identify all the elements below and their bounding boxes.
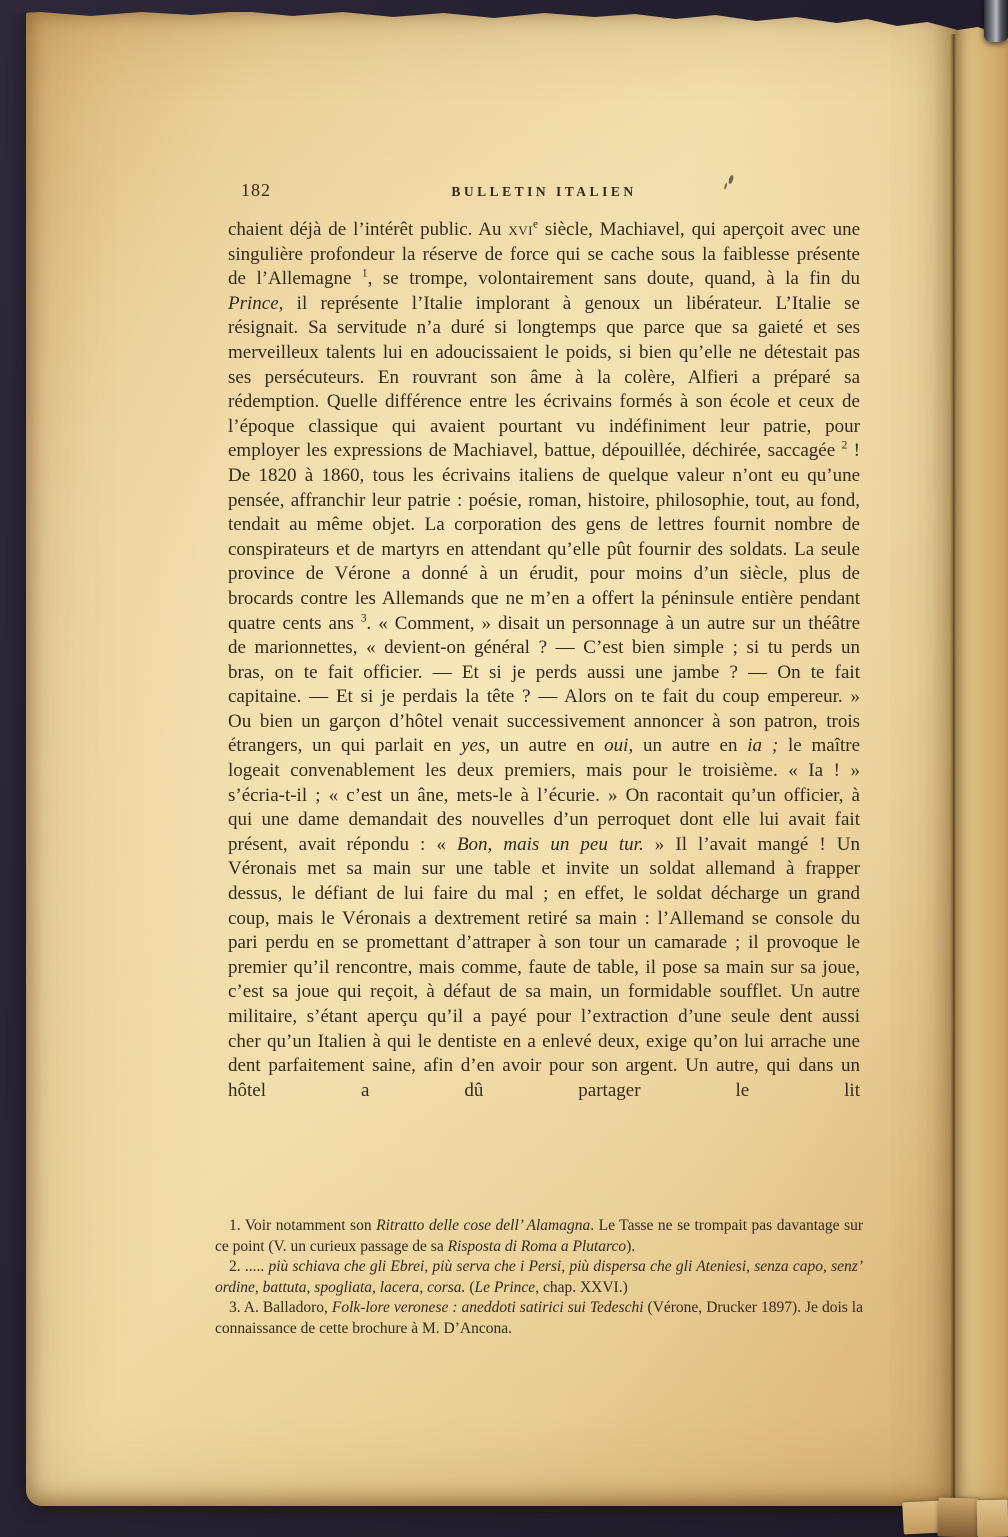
footnote-2: 2. ..... più schiava che gli Ebrei, più serva che i Persi, più dispersa che gli Ateniesi, senza capo, senz’ ordine, battuta, spogliata, lacera, corsa. (Le Prince, chap. XXVI.) (215, 1258, 863, 1296)
adjacent-page-edge (955, 12, 1008, 1502)
footnote-3: 3. A. Balladoro, Folk-lore veronese : aneddoti satirici sui Tedeschi (Vérone, Drucker 1897). Je dois la connaissance de cette brochure à M. D’Ancona. (215, 1299, 863, 1337)
footnotes-block (215, 1216, 863, 1340)
footnote-1: 1. Voir notamment son Ritratto delle cose dell’ Alamagna. Le Tasse ne se trompait pas davantage sur ce point (V. un curieux passage de sa Risposta di Roma a Plutarco). (215, 1217, 863, 1255)
main-text-paragraph: chaient déjà de l’intérêt public. Au xvi$^e$ siècle, Machiavel, qui aperçoit avec une singulière profondeur la réserve de force qui se cache sous la faiblesse présente de l’Allemagne $^1$, se trompe, volontairement sans doute, quand, à la fin du Prince, il représente l’Italie implorant à genoux un libérateur. L’Italie se résignait. Sa servitude n’a duré si longtemps que parce que sa gaieté et ses merveilleux talents lui en adoucissaient le poids, si bien qu’elle ne détestait pas ses persécuteurs. En rouvrant son âme à la colère, Alfieri a préparé sa rédemption. Quelle différence entre les écrivains formés à son école et ceux de l’époque classique qui avaient pourtant vu indéfiniment leur patrie, pour employer les expressions de Machiavel, battue, dépouillée, déchirée, saccagée $^2$ ! De 1820 à 1860, tous les écrivains italiens de quelque valeur n’ont eu qu’une pensée, affranchir leur patrie : poésie, roman, histoire, philosophie, tout, au fond, tendait au même objet. La corporation des gens de lettres fournit nombre de conspirateurs et de martyrs en attendant qu’elle pût fournir des soldats. La seule province de Vérone a donné à un érudit, pour moins d’un siècle, plus de brocards contre les Allemands que ne m’en a offert la péninsule entière pendant quatre cents ans $^3$. « Comment, » disait un personnage à un autre sur un théâtre de marionnettes, « devient-on général ? — C’est bien simple ; si tu perds un bras, on te fait officier. — Et si je perds aussi une jambe ? — On te fait capitaine. — Et si je perdais la tête ? — Alors on te fait du coup empereur. » Ou bien un garçon d’hôtel venait successivement annoncer à son patron, trois étrangers, un qui parlait en yes, un autre en oui, un autre en ia ; le maître logeait convenablement les deux premiers, mais pour le troisième. « Ia ! » s’écria-t-il ; « c’est un âne, mets-le à l’écurie. » On racontait qu’un officier, à qui une dame demandait des nouvelles d’un perroquet dont elle lui avait fait présent, avait répondu : « Bon, mais un peu tur. » Il l’avait mangé ! Un Véronais met sa main sur une table et invite un soldat allemand à frapper dessus, le défiant de lui faire du mal ; en effet, le soldat décharge un grand coup, mais le Véronais a dextrement retiré sa main : l’Allemand se console du pari perdu en se promettant d’attraper à son tour un camarade ; il provoque le premier qu’il rencontre, mais comme, faute de table, il pose sa main sur sa joue, c’est sa joue qui reçoit, à défaut de sa main, un formidable soufflet. Un autre militaire, s’étant aperçu qu’il a payé pour l’extraction d’une seule dent aussi cher qu’un Italien à qui le dentiste en a enlevé deux, exige qu’on lui arrache une dent parfaitement saine, afin d’en avoir pour son argent. Un autre, qui dans un hôtel a dû partager le lit (228, 218, 861, 1101)
page-header (228, 180, 860, 204)
printed-area (215, 12, 863, 1506)
page-edge-fragment (937, 1497, 978, 1537)
book-page (26, 12, 955, 1506)
page-edge-fragment (977, 1500, 1008, 1537)
page-number: 182 (241, 180, 271, 200)
binding-clasp (984, 0, 1008, 42)
running-title: BULLETIN ITALIEN (451, 184, 637, 199)
page-gutter-crease (950, 34, 957, 1504)
